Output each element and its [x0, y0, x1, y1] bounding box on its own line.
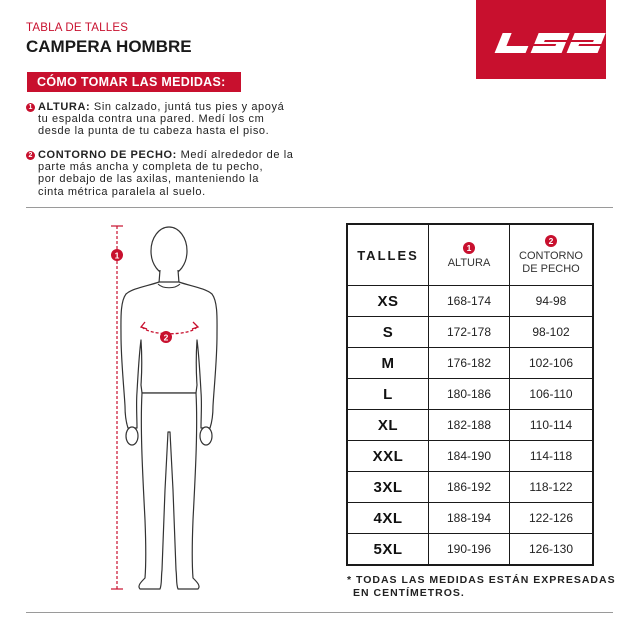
- size-cell: 5XL: [347, 534, 429, 566]
- altura-cell: 180-186: [429, 379, 510, 410]
- header-pecho: [510, 224, 594, 286]
- size-cell: M: [347, 348, 429, 379]
- size-cell: 3XL: [347, 472, 429, 503]
- divider-bottom: [26, 612, 613, 613]
- step-text: cinta métrica paralela al suelo.: [38, 185, 206, 198]
- table-row: [347, 379, 593, 410]
- size-cell: XL: [347, 410, 429, 441]
- size-cell: L: [347, 379, 429, 410]
- step-text: tu espalda contra una pared. Medí los cm: [38, 113, 265, 126]
- pecho-cell: 126-130: [510, 534, 594, 566]
- brand-logo: [476, 0, 606, 79]
- step-number-badge: 1: [26, 103, 35, 112]
- header-number-badge: 1: [463, 242, 475, 254]
- altura-cell: 168-174: [429, 286, 510, 317]
- footnote: [347, 574, 616, 599]
- table-row: [347, 534, 593, 566]
- pecho-cell: 106-110: [510, 379, 594, 410]
- step-contorno: [26, 149, 326, 198]
- page-title: CAMPERA HOMBRE: [26, 37, 192, 56]
- marker-altura-number: 1: [114, 250, 120, 261]
- size-table: [346, 223, 594, 566]
- altura-cell: 172-178: [429, 317, 510, 348]
- altura-cell: 176-182: [429, 348, 510, 379]
- howto-banner: CÓMO TOMAR LAS MEDIDAS:: [27, 72, 241, 92]
- size-cell: S: [347, 317, 429, 348]
- size-cell: XXL: [347, 441, 429, 472]
- step-label: CONTORNO DE PECHO:: [38, 149, 177, 161]
- step-text: desde la punta de tu cabeza hasta el piso.: [38, 125, 270, 138]
- pecho-cell: 114-118: [510, 441, 594, 472]
- altura-cell: 186-192: [429, 472, 510, 503]
- table-row: [347, 317, 593, 348]
- header-pecho-label-2: DE PECHO: [522, 262, 580, 275]
- table-row: [347, 472, 593, 503]
- height-measure-line: [111, 226, 123, 589]
- pecho-cell: 110-114: [510, 410, 594, 441]
- altura-cell: 190-196: [429, 534, 510, 566]
- altura-cell: 184-190: [429, 441, 510, 472]
- altura-cell: 182-188: [429, 410, 510, 441]
- step-text: por debajo de las axilas, manteniendo la: [38, 173, 259, 186]
- body-silhouette: [121, 227, 217, 589]
- altura-cell: 188-194: [429, 503, 510, 534]
- footnote-line: * TODAS LAS MEDIDAS ESTÁN EXPRESADAS: [347, 574, 616, 586]
- step-altura: [26, 101, 326, 138]
- chart-subtitle: TABLA DE TALLES: [26, 22, 129, 34]
- header-number-badge: 2: [545, 235, 557, 247]
- footnote-line: EN CENTÍMETROS.: [353, 586, 465, 599]
- header-altura: [429, 224, 510, 286]
- table-row: [347, 286, 593, 317]
- body-illustration: [0, 210, 330, 610]
- table-row: [347, 410, 593, 441]
- pecho-cell: 94-98: [510, 286, 594, 317]
- header-pecho-label-1: CONTORNO: [519, 249, 583, 262]
- table-header-row: [347, 224, 593, 286]
- header-altura-label: ALTURA: [447, 256, 491, 269]
- body-figure: [0, 210, 330, 610]
- divider-top: [26, 207, 613, 208]
- header-talles: TALLES: [347, 224, 429, 286]
- step-text: Sin calzado, juntá tus pies y apoyá: [90, 101, 285, 113]
- step-text: Medí alrededor de la: [176, 149, 294, 161]
- table-row: [347, 441, 593, 472]
- step-number-badge: 2: [26, 151, 35, 160]
- pecho-cell: 98-102: [510, 317, 594, 348]
- pecho-cell: 102-106: [510, 348, 594, 379]
- size-cell: XS: [347, 286, 429, 317]
- pecho-cell: 122-126: [510, 503, 594, 534]
- marker-pecho-number: 2: [163, 332, 169, 343]
- step-label: ALTURA:: [38, 101, 91, 113]
- pecho-cell: 118-122: [510, 472, 594, 503]
- table-row: [347, 348, 593, 379]
- size-cell: 4XL: [347, 503, 429, 534]
- step-text: parte más ancha y completa de tu pecho,: [38, 161, 264, 174]
- table-row: [347, 503, 593, 534]
